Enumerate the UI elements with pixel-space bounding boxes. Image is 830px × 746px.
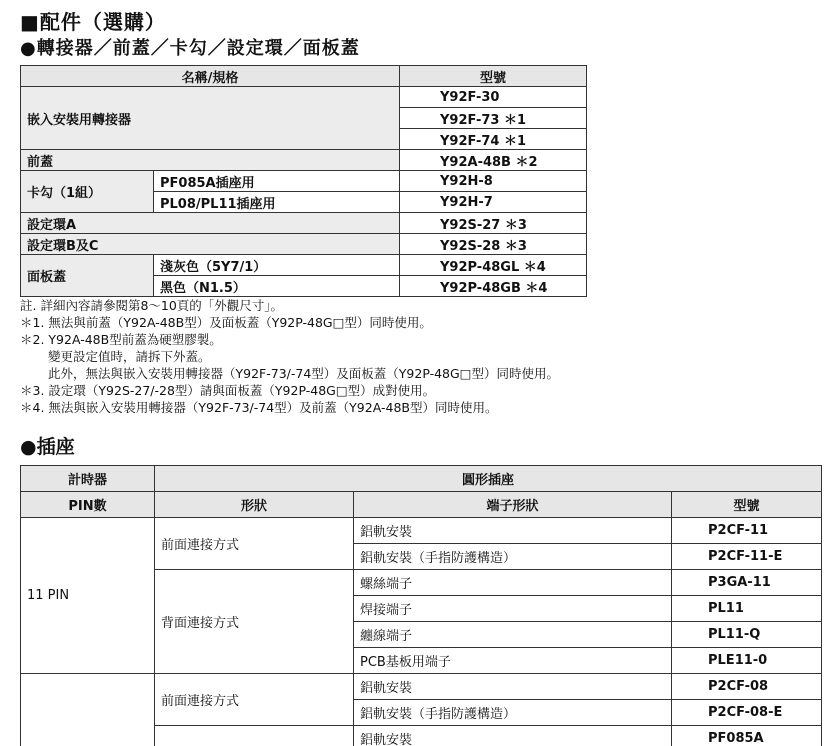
model-cell: Y92S-28 ＊3 xyxy=(400,234,587,255)
sockets-table xyxy=(20,465,822,746)
spec-cell: 黑色（N1.5） xyxy=(154,276,400,297)
model-cell: Y92P-48GL ＊4 xyxy=(400,255,587,276)
pin-cell xyxy=(21,674,155,746)
shape-cell: 背面連接方式 xyxy=(155,570,354,674)
col-terminal: 端子形狀 xyxy=(354,492,672,518)
accessories-heading: ■配件（選購） xyxy=(20,10,166,34)
model-cell: Y92H-7 xyxy=(400,192,587,213)
terminal-cell: 纏線端子 xyxy=(354,622,672,648)
note-line: 註. 詳細內容請參閱第8～10頁的「外觀尺寸」。 xyxy=(20,298,284,313)
shape-cell: 前面連接方式 xyxy=(155,674,354,726)
model-cell: Y92P-48GB ＊4 xyxy=(400,276,587,297)
table-header-row xyxy=(21,466,822,492)
row-name: 前蓋 xyxy=(21,150,400,171)
table-header-row xyxy=(21,66,587,87)
shape-cell: 前面連接方式 xyxy=(155,518,354,570)
table-row xyxy=(21,255,587,276)
row-name: 設定環A xyxy=(21,213,400,234)
model-cell: Y92F-30 xyxy=(400,87,587,108)
col-name-spec: 名稱/規格 xyxy=(21,66,400,87)
model-cell: P2CF-08-E xyxy=(672,700,822,726)
model-cell: P2CF-11 xyxy=(672,518,822,544)
pin-cell: 11 PIN xyxy=(21,518,155,674)
row-name: 卡勾（1組） xyxy=(21,171,154,213)
terminal-cell: 鋁軌安裝 xyxy=(354,674,672,700)
model-cell: PL11 xyxy=(672,596,822,622)
table-row xyxy=(21,234,587,255)
accessories-subheading: ●轉接器／前蓋／卡勾／設定環／面板蓋 xyxy=(20,38,360,59)
col-shape: 形狀 xyxy=(155,492,354,518)
notes xyxy=(20,297,559,416)
model-cell: Y92S-27 ＊3 xyxy=(400,213,587,234)
model-cell: Y92A-48B ＊2 xyxy=(400,150,587,171)
col-round-socket: 圓形插座 xyxy=(155,466,822,492)
table-row xyxy=(21,674,822,700)
col-model: 型號 xyxy=(400,66,587,87)
accessories-table xyxy=(20,65,587,297)
model-cell: PLE11-0 xyxy=(672,648,822,674)
row-name: 設定環B及C xyxy=(21,234,400,255)
terminal-cell: 鋁軌安裝（手指防護構造） xyxy=(354,544,672,570)
terminal-cell: 鋁軌安裝 xyxy=(354,518,672,544)
model-cell: P2CF-11-E xyxy=(672,544,822,570)
spec-cell: 淺灰色（5Y7/1） xyxy=(154,255,400,276)
col-timer: 計時器 xyxy=(21,466,155,492)
table-row xyxy=(21,213,587,234)
col-model: 型號 xyxy=(672,492,822,518)
model-cell: Y92H-8 xyxy=(400,171,587,192)
terminal-cell: 焊接端子 xyxy=(354,596,672,622)
model-cell: PF085A xyxy=(672,726,822,746)
table-row xyxy=(21,150,587,171)
spec-cell: PF085A插座用 xyxy=(154,171,400,192)
table-row xyxy=(21,171,587,192)
note-line: ＊1. 無法與前蓋（Y92A-48B型）及面板蓋（Y92P-48G□型）同時使用。 xyxy=(20,315,432,330)
terminal-cell: 鋁軌安裝 xyxy=(354,726,672,746)
sockets-heading: ●插座 xyxy=(20,436,75,458)
model-cell: Y92F-74 ＊1 xyxy=(400,129,587,150)
row-name: 嵌入安裝用轉接器 xyxy=(21,87,400,150)
table-row xyxy=(21,518,822,544)
col-pin-count: PIN數 xyxy=(21,492,155,518)
terminal-cell: 螺絲端子 xyxy=(354,570,672,596)
model-cell: Y92F-73 ＊1 xyxy=(400,108,587,129)
note-line: ＊2. Y92A-48B型前蓋為硬塑膠製。 xyxy=(20,332,222,347)
note-line: 此外，無法與嵌入安裝用轉接器（Y92F-73/-74型）及面板蓋（Y92P-48G□型）同時使用。 xyxy=(48,366,559,381)
model-cell: PL11-Q xyxy=(672,622,822,648)
table-header-row xyxy=(21,492,822,518)
note-line: ＊3. 設定環（Y92S-27/-28型）請與面板蓋（Y92P-48G□型）成對使用。 xyxy=(20,383,436,398)
terminal-cell: PCB基板用端子 xyxy=(354,648,672,674)
terminal-cell: 鋁軌安裝（手指防護構造） xyxy=(354,700,672,726)
table-row xyxy=(21,87,587,108)
row-name: 面板蓋 xyxy=(21,255,154,297)
note-line: ＊4. 無法與嵌入安裝用轉接器（Y92F-73/-74型）及前蓋（Y92A-48B型）同時使用。 xyxy=(20,400,498,415)
note-line: 變更設定值時，請拆下外蓋。 xyxy=(48,349,211,364)
model-cell: P3GA-11 xyxy=(672,570,822,596)
spec-cell: PL08/PL11插座用 xyxy=(154,192,400,213)
model-cell: P2CF-08 xyxy=(672,674,822,700)
shape-cell xyxy=(155,726,354,746)
